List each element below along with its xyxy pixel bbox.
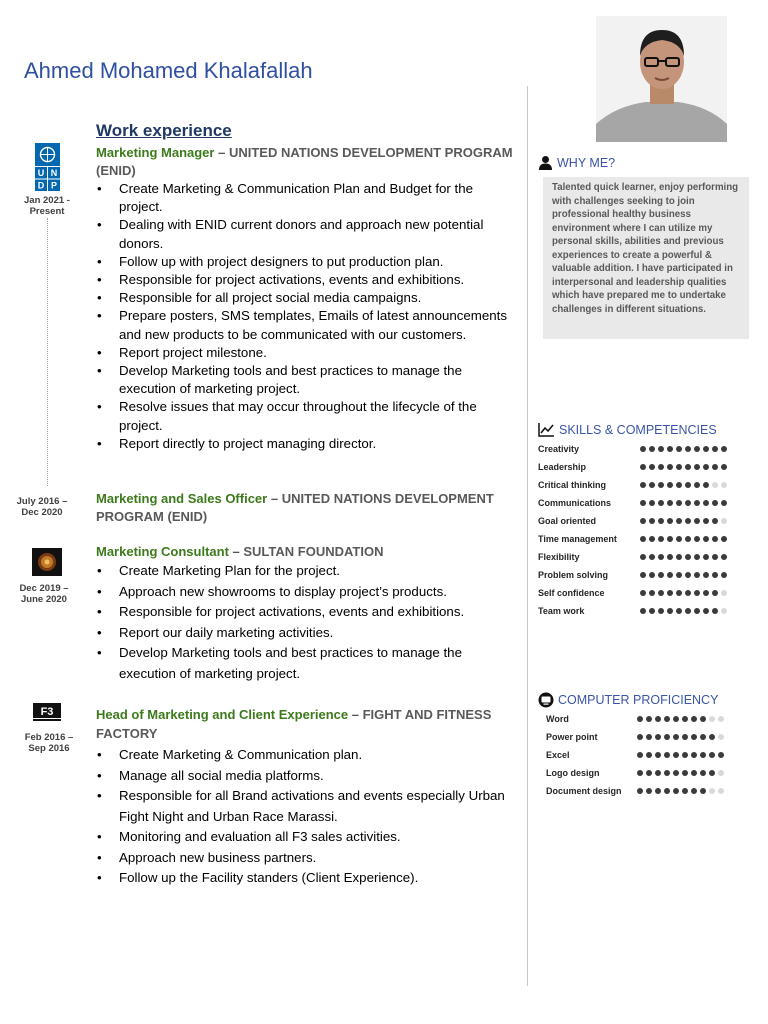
job-org: UNITED NATIONS DEVELOPMENT PROGRAM (ENID) bbox=[96, 491, 494, 524]
rating-dot-filled bbox=[712, 608, 718, 614]
rating-dot-empty bbox=[721, 518, 727, 524]
rating-dot-filled bbox=[682, 770, 688, 776]
rating-row bbox=[546, 710, 752, 728]
rating-dot-filled bbox=[676, 518, 682, 524]
svg-text:D: D bbox=[37, 180, 45, 191]
rating-dot-empty bbox=[721, 482, 727, 488]
list-item: • Report directly to project managing director. bbox=[96, 435, 514, 453]
rating-dot-filled bbox=[691, 752, 697, 758]
rating-dot-filled bbox=[676, 608, 682, 614]
rating-dot-filled bbox=[649, 554, 655, 560]
rating-dot-filled bbox=[691, 770, 697, 776]
rating-dot-filled bbox=[664, 716, 670, 722]
rating-dot-filled bbox=[649, 446, 655, 452]
job-org: FIGHT AND FITNESS FACTORY bbox=[96, 707, 492, 741]
rating-dot-filled bbox=[640, 482, 646, 488]
rating-dots bbox=[637, 752, 724, 758]
rating-dot-filled bbox=[658, 500, 664, 506]
rating-dot-filled bbox=[649, 608, 655, 614]
rating-dot-filled bbox=[691, 788, 697, 794]
rating-dot-filled bbox=[667, 446, 673, 452]
list-item: • Create Marketing & Communication Plan and Budget for the project. bbox=[96, 180, 514, 216]
job-role: Marketing Consultant bbox=[96, 544, 229, 559]
list-item: • Develop Marketing tools and best practices to manage the execution of marketing project. bbox=[96, 643, 514, 684]
rating-dot-filled bbox=[676, 572, 682, 578]
job-org: SULTAN FOUNDATION bbox=[243, 544, 384, 559]
skills-heading: SKILLS & COMPETENCIES bbox=[538, 422, 717, 437]
rating-label: Team work bbox=[538, 606, 585, 616]
rating-dot-filled bbox=[703, 464, 709, 470]
rating-dots bbox=[640, 518, 727, 524]
line-chart-icon bbox=[538, 422, 555, 437]
rating-dot-filled bbox=[685, 590, 691, 596]
rating-row bbox=[538, 584, 752, 602]
rating-dot-filled bbox=[694, 482, 700, 488]
rating-row bbox=[538, 602, 752, 620]
rating-dot-filled bbox=[694, 554, 700, 560]
rating-dots bbox=[640, 590, 727, 596]
list-item: • Responsible for all Brand activations and events especially Urban Fight Night and Urban Race Marassi. bbox=[96, 786, 514, 827]
rating-dot-filled bbox=[649, 536, 655, 542]
rating-dot-filled bbox=[694, 608, 700, 614]
rating-dot-filled bbox=[646, 752, 652, 758]
rating-row bbox=[538, 440, 752, 458]
rating-dot-filled bbox=[664, 770, 670, 776]
rating-dot-filled bbox=[712, 572, 718, 578]
f3-logo bbox=[31, 702, 63, 727]
svg-text:U: U bbox=[37, 168, 45, 178]
rating-dots bbox=[640, 554, 727, 560]
rating-dot-filled bbox=[658, 446, 664, 452]
computer-heading: COMPUTER PROFICIENCY bbox=[538, 692, 718, 708]
rating-dot-filled bbox=[709, 734, 715, 740]
rating-dots bbox=[640, 464, 727, 470]
job-header: Marketing Consultant – SULTAN FOUNDATION bbox=[96, 544, 384, 559]
rating-dot-filled bbox=[685, 446, 691, 452]
list-item: • Develop Marketing tools and best practices to manage the execution of marketing project. bbox=[96, 362, 514, 398]
rating-dot-filled bbox=[637, 788, 643, 794]
rating-label: Leadership bbox=[538, 462, 587, 472]
rating-dot-filled bbox=[649, 464, 655, 470]
rating-dot-filled bbox=[676, 500, 682, 506]
rating-dot-empty bbox=[718, 770, 724, 776]
rating-dot-empty bbox=[721, 608, 727, 614]
rating-dot-filled bbox=[691, 716, 697, 722]
rating-dot-filled bbox=[640, 464, 646, 470]
job-bullets bbox=[96, 745, 514, 889]
rating-dot-filled bbox=[694, 572, 700, 578]
job-bullets bbox=[96, 180, 514, 453]
rating-dots bbox=[637, 770, 724, 776]
job-date: July 2016 – Dec 2020 bbox=[16, 496, 68, 518]
rating-dot-filled bbox=[646, 734, 652, 740]
list-item: • Monitoring and evaluation all F3 sales activities. bbox=[96, 827, 514, 848]
rating-dot-filled bbox=[658, 572, 664, 578]
rating-dot-filled bbox=[667, 518, 673, 524]
rating-dot-empty bbox=[712, 482, 718, 488]
rating-row bbox=[538, 476, 752, 494]
rating-label: Communications bbox=[538, 498, 612, 508]
rating-dot-filled bbox=[655, 770, 661, 776]
rating-dot-filled bbox=[694, 500, 700, 506]
rating-dot-empty bbox=[718, 788, 724, 794]
why-me-heading: WHY ME? bbox=[538, 155, 615, 170]
monitor-icon bbox=[538, 692, 554, 708]
rating-dot-filled bbox=[637, 716, 643, 722]
job-role: Marketing Manager bbox=[96, 145, 215, 160]
rating-dot-filled bbox=[658, 518, 664, 524]
rating-dots bbox=[640, 608, 727, 614]
rating-dot-filled bbox=[712, 464, 718, 470]
list-item: • Prepare posters, SMS templates, Emails of latest announcements and new products to be communicated with our customers. bbox=[96, 307, 514, 343]
rating-dots bbox=[637, 788, 724, 794]
rating-dot-filled bbox=[640, 536, 646, 542]
rating-dot-filled bbox=[691, 734, 697, 740]
rating-row bbox=[546, 746, 752, 764]
rating-dot-empty bbox=[709, 788, 715, 794]
rating-dot-filled bbox=[667, 554, 673, 560]
rating-dot-filled bbox=[649, 572, 655, 578]
rating-dot-filled bbox=[682, 788, 688, 794]
rating-dot-filled bbox=[682, 752, 688, 758]
rating-dot-filled bbox=[721, 446, 727, 452]
rating-dot-filled bbox=[640, 554, 646, 560]
rating-dot-filled bbox=[685, 536, 691, 542]
rating-row bbox=[538, 530, 752, 548]
list-item: • Follow up with project designers to put production plan. bbox=[96, 253, 514, 271]
rating-dot-filled bbox=[700, 734, 706, 740]
list-item: • Manage all social media platforms. bbox=[96, 766, 514, 787]
rating-dot-filled bbox=[637, 734, 643, 740]
job-date: Jan 2021 - Present bbox=[24, 195, 70, 217]
rating-dot-empty bbox=[721, 590, 727, 596]
why-me-box bbox=[543, 177, 749, 339]
rating-row bbox=[546, 782, 752, 800]
rating-label: Excel bbox=[546, 750, 570, 760]
rating-dot-filled bbox=[718, 752, 724, 758]
job-date: Dec 2019 – June 2020 bbox=[19, 583, 69, 605]
job-date: Feb 2016 – Sep 2016 bbox=[24, 732, 74, 754]
rating-dot-filled bbox=[703, 572, 709, 578]
list-item: • Responsible for all project social media campaigns. bbox=[96, 289, 514, 307]
rating-label: Time management bbox=[538, 534, 617, 544]
rating-dot-filled bbox=[694, 446, 700, 452]
rating-dot-empty bbox=[718, 734, 724, 740]
rating-dot-filled bbox=[700, 752, 706, 758]
rating-dot-filled bbox=[676, 464, 682, 470]
why-me-text: Talented quick learner, enjoy performing with challenges seeking to join professional healthy business environment where I can utilize my personal skills, abilities and previous experiences to create a powerful & valuable addition. I have participated in interpersonal and leadership qualities which have prepared me to undertake challenges in different situations. bbox=[552, 182, 739, 315]
job-header: Head of Marketing and Client Experience – FIGHT AND FITNESS FACTORY bbox=[96, 707, 492, 741]
job-org: UNITED NATIONS DEVELOPMENT PROGRAM (ENID) bbox=[96, 145, 513, 178]
rating-dot-filled bbox=[658, 536, 664, 542]
rating-dots bbox=[640, 446, 727, 452]
rating-dot-filled bbox=[685, 572, 691, 578]
rating-dot-filled bbox=[646, 716, 652, 722]
rating-dot-filled bbox=[682, 734, 688, 740]
rating-label: Problem solving bbox=[538, 570, 609, 580]
rating-dot-filled bbox=[676, 554, 682, 560]
rating-dot-filled bbox=[700, 770, 706, 776]
rating-label: Power point bbox=[546, 732, 598, 742]
rating-dot-filled bbox=[646, 788, 652, 794]
rating-dot-filled bbox=[703, 590, 709, 596]
rating-dot-filled bbox=[646, 770, 652, 776]
rating-dot-filled bbox=[700, 788, 706, 794]
rating-dot-filled bbox=[700, 716, 706, 722]
list-item: • Report project milestone. bbox=[96, 344, 514, 362]
rating-dot-empty bbox=[709, 716, 715, 722]
rating-dot-filled bbox=[685, 608, 691, 614]
rating-dot-filled bbox=[658, 482, 664, 488]
rating-dot-filled bbox=[703, 554, 709, 560]
job-header: Marketing and Sales Officer – UNITED NATIONS DEVELOPMENT PROGRAM (ENID) bbox=[96, 491, 494, 524]
rating-dot-filled bbox=[667, 590, 673, 596]
svg-text:P: P bbox=[50, 180, 58, 191]
candidate-name: Ahmed Mohamed Khalafallah bbox=[24, 58, 313, 83]
rating-dot-filled bbox=[649, 482, 655, 488]
rating-dot-filled bbox=[703, 608, 709, 614]
rating-label: Self confidence bbox=[538, 588, 605, 598]
rating-dot-filled bbox=[685, 482, 691, 488]
rating-label: Document design bbox=[546, 786, 622, 796]
rating-dot-filled bbox=[703, 446, 709, 452]
rating-dot-filled bbox=[637, 770, 643, 776]
rating-dot-filled bbox=[694, 464, 700, 470]
rating-dot-filled bbox=[721, 536, 727, 542]
rating-label: Critical thinking bbox=[538, 480, 607, 490]
rating-row bbox=[538, 512, 752, 530]
rating-dot-filled bbox=[640, 518, 646, 524]
rating-dot-filled bbox=[640, 446, 646, 452]
rating-dots bbox=[637, 734, 724, 740]
rating-dot-filled bbox=[685, 500, 691, 506]
job-role: Marketing and Sales Officer bbox=[96, 491, 268, 506]
rating-dot-filled bbox=[709, 752, 715, 758]
rating-dot-filled bbox=[703, 500, 709, 506]
rating-dot-filled bbox=[676, 536, 682, 542]
rating-dot-empty bbox=[718, 716, 724, 722]
rating-dot-filled bbox=[667, 608, 673, 614]
rating-dot-filled bbox=[673, 788, 679, 794]
profile-photo bbox=[596, 16, 727, 142]
rating-row bbox=[546, 728, 752, 746]
rating-dot-filled bbox=[685, 518, 691, 524]
rating-dot-filled bbox=[658, 464, 664, 470]
rating-dots bbox=[640, 536, 727, 542]
rating-dot-filled bbox=[667, 482, 673, 488]
rating-dot-filled bbox=[676, 482, 682, 488]
rating-dot-filled bbox=[655, 788, 661, 794]
skills-list bbox=[538, 440, 752, 620]
rating-dot-filled bbox=[712, 536, 718, 542]
job-role: Head of Marketing and Client Experience bbox=[96, 707, 349, 722]
sultan-foundation-logo bbox=[32, 548, 62, 581]
list-item: • Dealing with ENID current donors and approach new potential donors. bbox=[96, 216, 514, 252]
list-item: • Approach new showrooms to display project’s products. bbox=[96, 582, 514, 603]
rating-dot-filled bbox=[649, 590, 655, 596]
timeline-line bbox=[47, 218, 48, 486]
list-item: • Create Marketing & Communication plan. bbox=[96, 745, 514, 766]
rating-dot-filled bbox=[655, 716, 661, 722]
svg-text:F3: F3 bbox=[40, 706, 54, 718]
rating-dot-filled bbox=[655, 734, 661, 740]
rating-dot-filled bbox=[673, 716, 679, 722]
rating-dot-filled bbox=[673, 770, 679, 776]
rating-dot-filled bbox=[655, 752, 661, 758]
rating-dot-filled bbox=[712, 518, 718, 524]
rating-label: Flexibility bbox=[538, 552, 580, 562]
rating-dot-filled bbox=[721, 464, 727, 470]
rating-dot-filled bbox=[664, 788, 670, 794]
rating-dot-filled bbox=[709, 770, 715, 776]
rating-dot-filled bbox=[673, 734, 679, 740]
rating-dot-filled bbox=[685, 464, 691, 470]
job-header: Marketing Manager – UNITED NATIONS DEVELOPMENT PROGRAM (ENID) bbox=[96, 145, 513, 178]
rating-dot-filled bbox=[682, 716, 688, 722]
rating-dot-filled bbox=[637, 752, 643, 758]
rating-dot-filled bbox=[694, 518, 700, 524]
rating-row bbox=[546, 764, 752, 782]
rating-dot-filled bbox=[664, 752, 670, 758]
list-item: • Responsible for project activations, events and exhibitions. bbox=[96, 271, 514, 289]
rating-dot-filled bbox=[694, 536, 700, 542]
rating-label: Creativity bbox=[538, 444, 580, 454]
list-item: • Report our daily marketing activities. bbox=[96, 623, 514, 644]
column-divider bbox=[527, 86, 528, 986]
rating-dot-filled bbox=[640, 572, 646, 578]
rating-dot-filled bbox=[712, 554, 718, 560]
rating-label: Word bbox=[546, 714, 569, 724]
list-item: • Approach new business partners. bbox=[96, 848, 514, 869]
rating-dot-filled bbox=[712, 446, 718, 452]
rating-label: Logo design bbox=[546, 768, 600, 778]
rating-dot-filled bbox=[673, 752, 679, 758]
rating-dots bbox=[640, 500, 727, 506]
person-icon bbox=[538, 155, 553, 170]
undp-logo bbox=[35, 143, 60, 196]
computer-list bbox=[546, 710, 752, 800]
rating-dot-filled bbox=[676, 590, 682, 596]
job-bullets bbox=[96, 561, 514, 684]
rating-row bbox=[538, 548, 752, 566]
list-item: • Follow up the Facility standers (Client Experience). bbox=[96, 868, 514, 889]
rating-row bbox=[538, 566, 752, 584]
rating-dots bbox=[637, 716, 724, 722]
rating-dot-filled bbox=[676, 446, 682, 452]
rating-dot-filled bbox=[694, 590, 700, 596]
rating-dot-filled bbox=[658, 554, 664, 560]
rating-dot-filled bbox=[640, 500, 646, 506]
section-title-work-experience: Work experience bbox=[96, 121, 232, 140]
rating-dot-filled bbox=[667, 500, 673, 506]
rating-dot-filled bbox=[667, 572, 673, 578]
list-item: • Responsible for project activations, events and exhibitions. bbox=[96, 602, 514, 623]
rating-dot-filled bbox=[667, 536, 673, 542]
rating-dot-filled bbox=[658, 608, 664, 614]
rating-row bbox=[538, 494, 752, 512]
rating-dot-filled bbox=[658, 590, 664, 596]
rating-dot-filled bbox=[703, 482, 709, 488]
rating-dot-filled bbox=[649, 518, 655, 524]
rating-dot-filled bbox=[712, 500, 718, 506]
svg-text:N: N bbox=[50, 168, 58, 178]
rating-dot-filled bbox=[721, 572, 727, 578]
rating-dot-filled bbox=[640, 590, 646, 596]
rating-dots bbox=[640, 482, 727, 488]
rating-dot-filled bbox=[703, 536, 709, 542]
list-item: • Create Marketing Plan for the project. bbox=[96, 561, 514, 582]
rating-row bbox=[538, 458, 752, 476]
rating-dot-filled bbox=[721, 500, 727, 506]
rating-dot-filled bbox=[649, 500, 655, 506]
rating-dot-filled bbox=[712, 590, 718, 596]
rating-dot-filled bbox=[664, 734, 670, 740]
rating-dot-filled bbox=[685, 554, 691, 560]
rating-dots bbox=[640, 572, 727, 578]
rating-dot-filled bbox=[640, 608, 646, 614]
rating-dot-filled bbox=[667, 464, 673, 470]
rating-label: Goal oriented bbox=[538, 516, 597, 526]
rating-dot-filled bbox=[703, 518, 709, 524]
rating-dot-filled bbox=[721, 554, 727, 560]
list-item: • Resolve issues that may occur throughout the lifecycle of the project. bbox=[96, 398, 514, 434]
